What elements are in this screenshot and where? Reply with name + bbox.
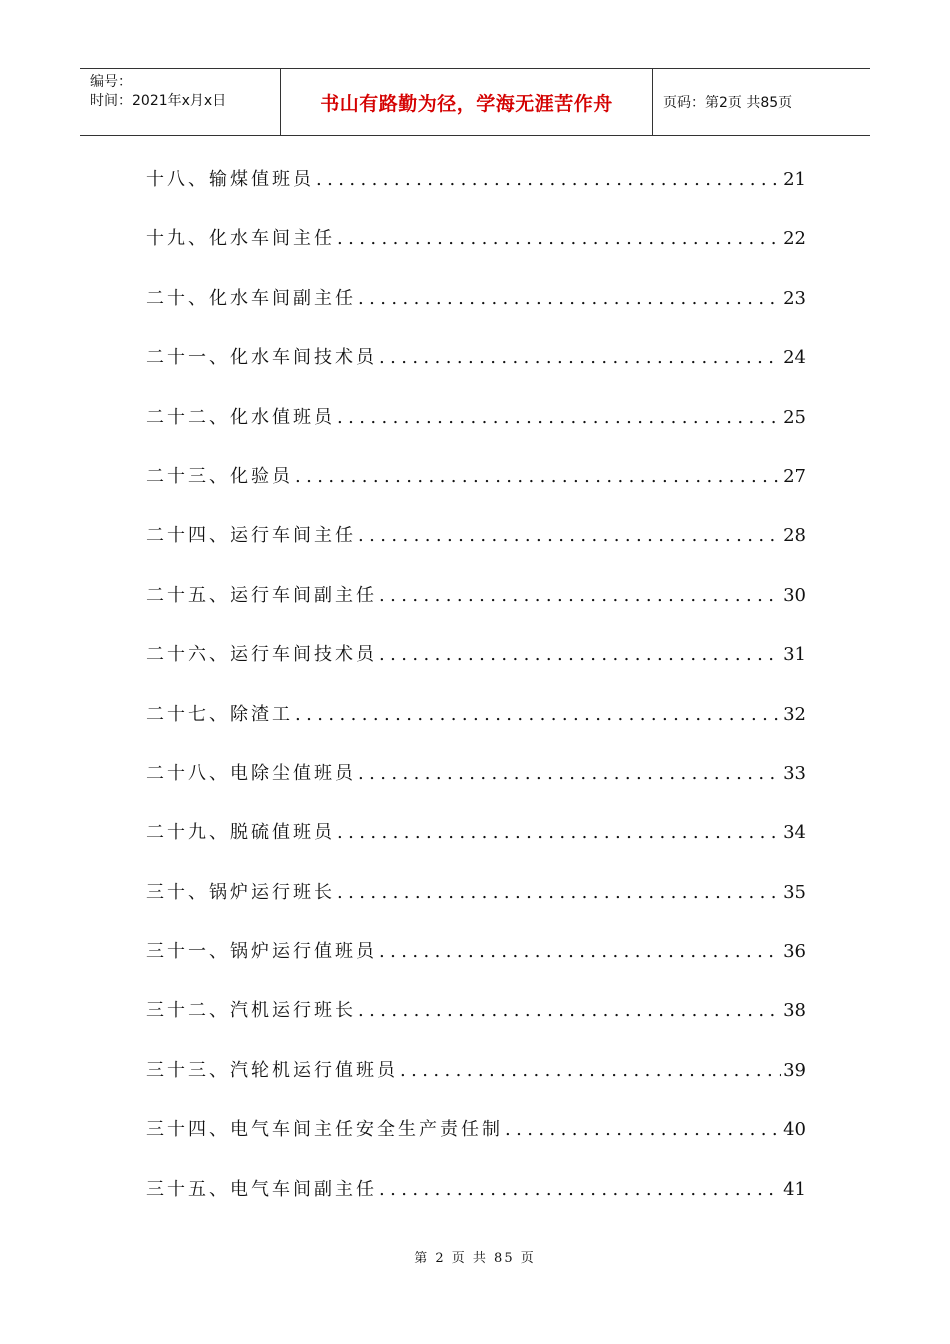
toc-entry[interactable]: [146, 1175, 806, 1234]
toc-entry-page: 33: [783, 762, 806, 784]
toc-entry-title: 三十五、电气车间副主任: [146, 1178, 377, 1200]
toc-entry-title: 十八、输煤值班员: [146, 169, 314, 190]
toc-entry-title: 二十七、除渣工: [146, 703, 293, 725]
toc-entry-page: 32: [783, 703, 806, 725]
header-motto: 书山有路勤为径，学海无涯苦作舟: [281, 69, 653, 135]
toc-entry[interactable]: [146, 759, 806, 818]
toc-entry[interactable]: [146, 462, 806, 521]
toc-entry-page: 22: [783, 228, 806, 250]
toc-dot-leader: [358, 763, 781, 784]
toc-entry-title: 三十四、电气车间主任安全生产责任制: [146, 1119, 503, 1141]
toc-entry[interactable]: [146, 1056, 806, 1115]
toc-entry-page: 40: [783, 1119, 806, 1141]
header-page-info: 页码：第2页 共85页: [663, 95, 793, 111]
toc-dot-leader: [358, 525, 781, 546]
toc-dot-leader: [379, 585, 781, 606]
toc-entry[interactable]: [146, 937, 806, 996]
toc-entry-page: 35: [783, 881, 806, 903]
page-header: [80, 68, 870, 136]
toc-entry-page: 36: [783, 941, 806, 963]
toc-entry-title: 三十一、锅炉运行值班员: [146, 941, 377, 963]
toc-entry[interactable]: [146, 700, 806, 759]
toc-entry[interactable]: [146, 878, 806, 937]
toc-dot-leader: [379, 644, 781, 665]
toc-dot-leader: [358, 1000, 781, 1021]
number-label: 编号：: [90, 74, 132, 90]
toc-entry-page: 27: [783, 465, 806, 487]
toc-dot-leader: [295, 466, 781, 487]
toc-entry-title: 二十二、化水值班员: [146, 406, 335, 428]
toc-dot-leader: [379, 347, 781, 368]
toc-dot-leader: [337, 882, 781, 903]
toc-entry-page: 38: [783, 1000, 806, 1022]
toc-entry[interactable]: [146, 343, 806, 402]
toc-dot-leader: [337, 822, 781, 843]
toc-entry[interactable]: [146, 403, 806, 462]
toc-entry-title: 二十、化水车间副主任: [146, 287, 356, 309]
toc-entry-title: 三十、锅炉运行班长: [146, 881, 335, 903]
toc-dot-leader: [337, 228, 781, 249]
toc-entry-page: 41: [783, 1178, 806, 1200]
toc-entry-title: 二十四、运行车间主任: [146, 525, 356, 547]
table-of-contents: [146, 165, 806, 1234]
page-footer: 第 2 页 共 85 页: [414, 1251, 536, 1266]
toc-entry-title: 二十八、电除尘值班员: [146, 762, 356, 784]
toc-entry-title: 十九、化水车间主任: [146, 228, 335, 250]
toc-entry-page: 39: [783, 1059, 806, 1081]
toc-entry-page: 34: [783, 822, 806, 844]
header-meta: [80, 69, 281, 135]
toc-entry-page: 21: [783, 169, 806, 190]
toc-entry[interactable]: [146, 165, 806, 224]
toc-entry-page: 24: [783, 347, 806, 369]
toc-entry[interactable]: [146, 521, 806, 580]
toc-entry-page: 31: [783, 644, 806, 666]
toc-entry-title: 二十三、化验员: [146, 465, 293, 487]
toc-dot-leader: [379, 941, 781, 962]
toc-entry-title: 二十九、脱硫值班员: [146, 822, 335, 844]
toc-entry[interactable]: [146, 818, 806, 877]
toc-entry[interactable]: [146, 640, 806, 699]
toc-dot-leader: [400, 1060, 781, 1081]
toc-dot-leader: [379, 1179, 781, 1200]
toc-entry-page: 25: [783, 406, 806, 428]
toc-entry[interactable]: [146, 284, 806, 343]
toc-entry-title: 二十一、化水车间技术员: [146, 347, 377, 369]
toc-entry-page: 30: [783, 584, 806, 606]
toc-entry-page: 28: [783, 525, 806, 547]
toc-dot-leader: [337, 407, 781, 428]
toc-entry[interactable]: [146, 1115, 806, 1174]
toc-entry-title: 三十二、汽机运行班长: [146, 1000, 356, 1022]
toc-dot-leader: [505, 1119, 781, 1140]
toc-entry[interactable]: [146, 224, 806, 283]
toc-dot-leader: [316, 169, 781, 190]
toc-entry-title: 三十三、汽轮机运行值班员: [146, 1059, 398, 1081]
toc-dot-leader: [295, 704, 781, 725]
time-label: 时间：2021年x月x日: [90, 93, 227, 109]
toc-entry[interactable]: [146, 996, 806, 1055]
toc-dot-leader: [358, 288, 781, 309]
toc-entry-title: 二十六、运行车间技术员: [146, 644, 377, 666]
toc-entry-title: 二十五、运行车间副主任: [146, 584, 377, 606]
toc-entry[interactable]: [146, 581, 806, 640]
toc-entry-page: 23: [783, 287, 806, 309]
